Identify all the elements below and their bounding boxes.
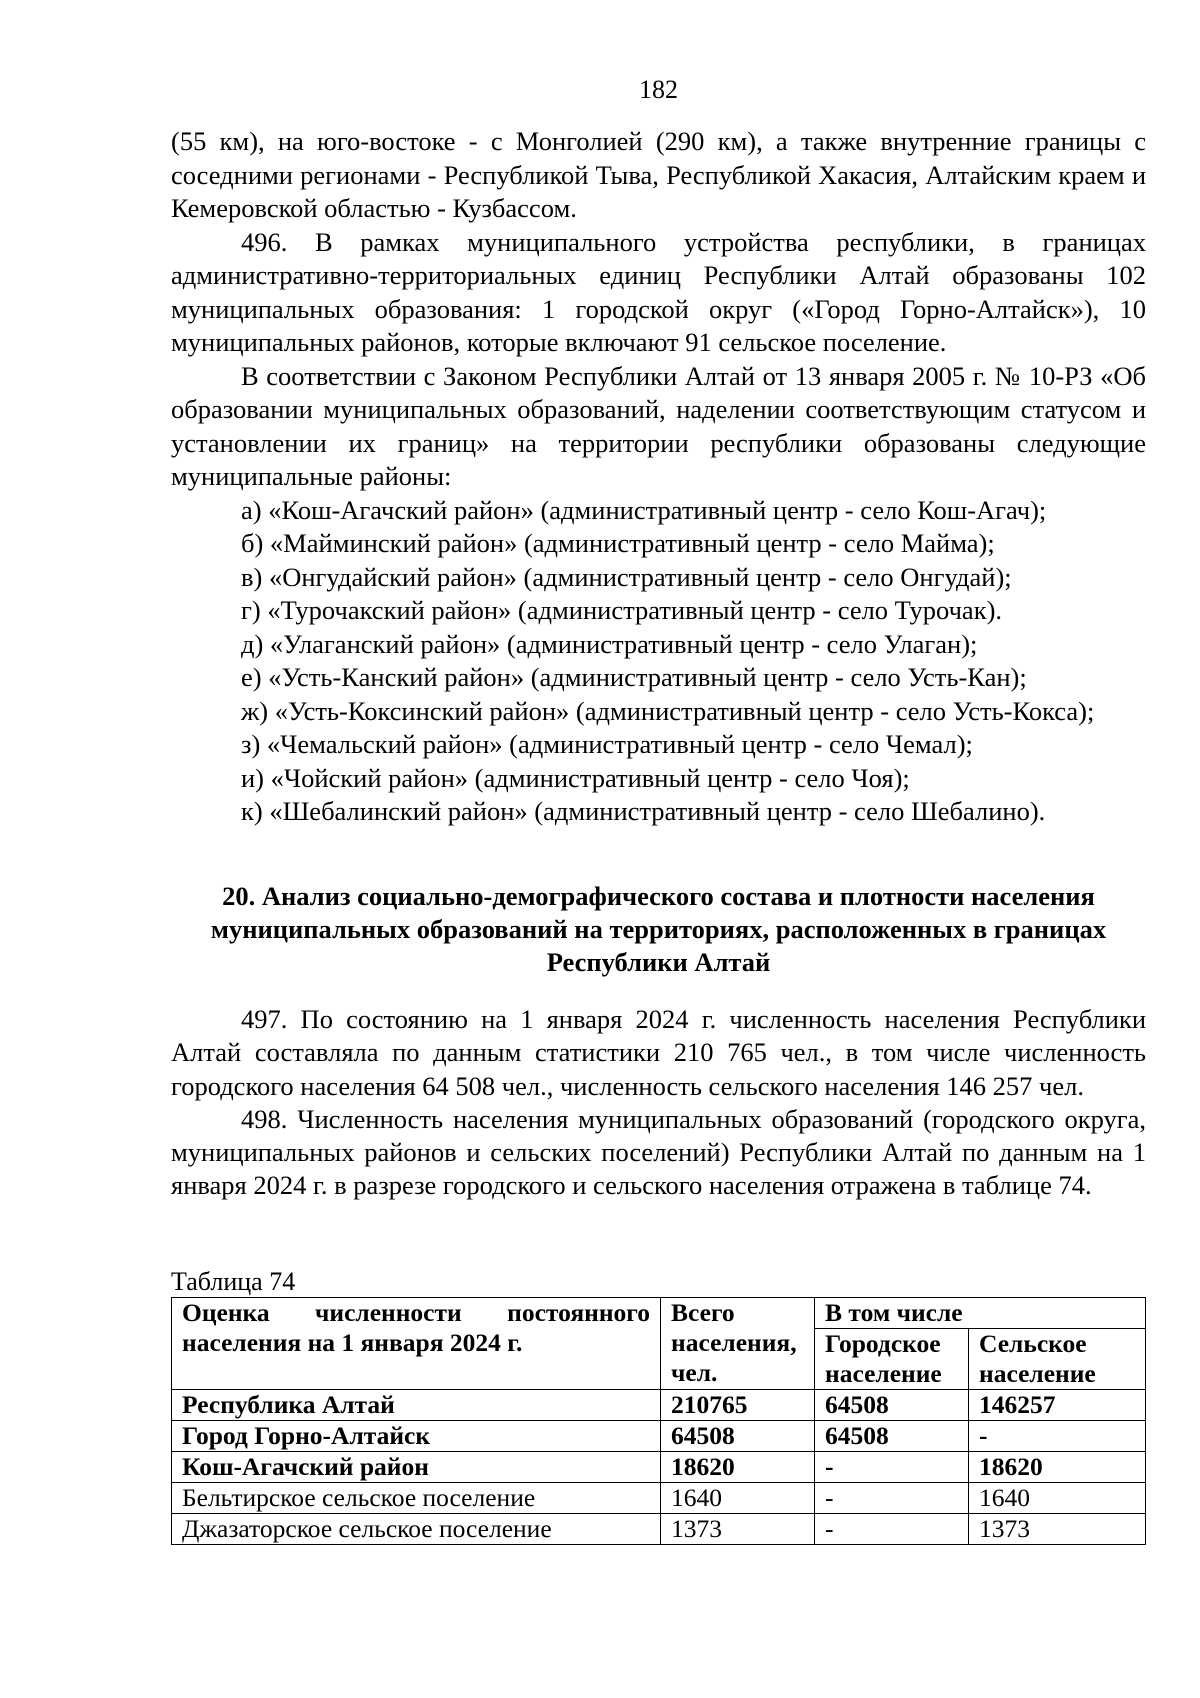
- paragraph: (55 км), на юго-востоке - с Монголией (290 км), а также внутренние границы с соседними регионами - Республикой Тыва, Республикой Хакасия, Алтайским краем и Кемеровской областью - Кузбассом.: [171, 126, 1146, 223]
- paragraph: 496. В рамках муниципального устройства республики, в границах административно-территориальных единиц Республики Алтай образованы 102 муниципальных образования: 1 городской округ («Город Горно-Алтайск»), 10 муниципальных районов, которые включают 91 сельское поселение.: [171, 226, 1146, 357]
- header-total: Всего населения, чел.: [661, 1298, 815, 1390]
- table-row: [172, 1421, 1146, 1452]
- population-table: [171, 1297, 1146, 1545]
- row-total: 1640: [661, 1483, 815, 1514]
- row-urban: -: [815, 1483, 969, 1514]
- row-total: 210765: [661, 1390, 815, 1421]
- row-urban: -: [815, 1514, 969, 1545]
- row-rural: -: [969, 1421, 1146, 1452]
- row-urban: -: [815, 1452, 969, 1483]
- district-item: з) «Чемальский район» (административный центр - село Чемал);: [241, 729, 973, 759]
- row-name: Джазаторское сельское поселение: [172, 1514, 661, 1545]
- table-row: [172, 1452, 1146, 1483]
- table-row: [172, 1390, 1146, 1421]
- page-number: 182: [639, 75, 678, 104]
- section-heading: 20. Анализ социально-демографического состава и плотности населения муниципальных образований на территориях, расположенных в границах Республики Алтай: [210, 881, 1107, 977]
- row-name: Город Горно-Алтайск: [172, 1421, 661, 1452]
- district-item: в) «Онгудайский район» (административный центр - село Онгудай);: [241, 561, 1012, 592]
- paragraph: 497. По состоянию на 1 января 2024 г. численность населения Республики Алтай составляла по данным статистики 210 765 чел., в том числе численность городского населения 64 508 чел., численность сельского населения 146 257 чел.: [171, 1004, 1146, 1101]
- row-name: Кош-Агачский район: [172, 1452, 661, 1483]
- table-caption: Таблица 74: [171, 1267, 296, 1296]
- row-rural: 146257: [969, 1390, 1146, 1421]
- header-rural: Сельское население: [969, 1329, 1146, 1390]
- row-urban: 64508: [815, 1390, 969, 1421]
- district-item: и) «Чойский район» (административный центр - село Чоя);: [241, 762, 910, 793]
- row-rural: 1373: [969, 1514, 1146, 1545]
- district-item: к) «Шебалинский район» (административный центр - село Шебалино).: [241, 796, 1046, 826]
- district-item: д) «Улаганский район» (административный центр - село Улаган);: [241, 628, 978, 659]
- table-row: [172, 1514, 1146, 1545]
- row-name: Республика Алтай: [172, 1390, 661, 1421]
- paragraph: 498. Численность населения муниципальных образований (городского округа, муниципальных районов и сельских поселений) Республики Алтай по данным на 1 января 2024 г. в разрезе городского и сельского населения отражена в таблице 74.: [171, 1103, 1146, 1201]
- header-group: В том числе: [815, 1298, 1146, 1329]
- row-total: 64508: [661, 1421, 815, 1452]
- row-total: 18620: [661, 1452, 815, 1483]
- district-item: е) «Усть-Канский район» (административный центр - село Усть-Кан);: [241, 662, 1027, 692]
- row-rural: 18620: [969, 1452, 1146, 1483]
- body-text-bottom: [171, 1003, 1146, 1203]
- header-estimate: Оценка численности постоянного населения на 1 января 2024 г.: [172, 1298, 661, 1390]
- row-urban: 64508: [815, 1421, 969, 1452]
- district-item: б) «Майминский район» (административный центр - село Майма);: [241, 528, 995, 558]
- paragraph: В соответствии с Законом Республики Алтай от 13 января 2005 г. № 10-РЗ «Об образовании муниципальных образований, наделении соответствующим статусом и установлении их границ» на территории республики образованы следующие муниципальные районы:: [171, 360, 1146, 491]
- row-rural: 1640: [969, 1483, 1146, 1514]
- header-urban: Городское население: [815, 1329, 969, 1390]
- body-text-top: [171, 125, 1146, 829]
- district-item: ж) «Усть-Коксинский район» (административный центр - село Усть-Кокса);: [241, 695, 1095, 726]
- table-row: [172, 1483, 1146, 1514]
- row-total: 1373: [661, 1514, 815, 1545]
- table-header-row: [172, 1298, 1146, 1329]
- district-item: г) «Турочакский район» (административный центр - село Турочак).: [241, 595, 1003, 625]
- district-item: а) «Кош-Агачский район» (административный центр - село Кош-Агач);: [241, 494, 1047, 525]
- row-name: Бельтирское сельское поселение: [172, 1483, 661, 1514]
